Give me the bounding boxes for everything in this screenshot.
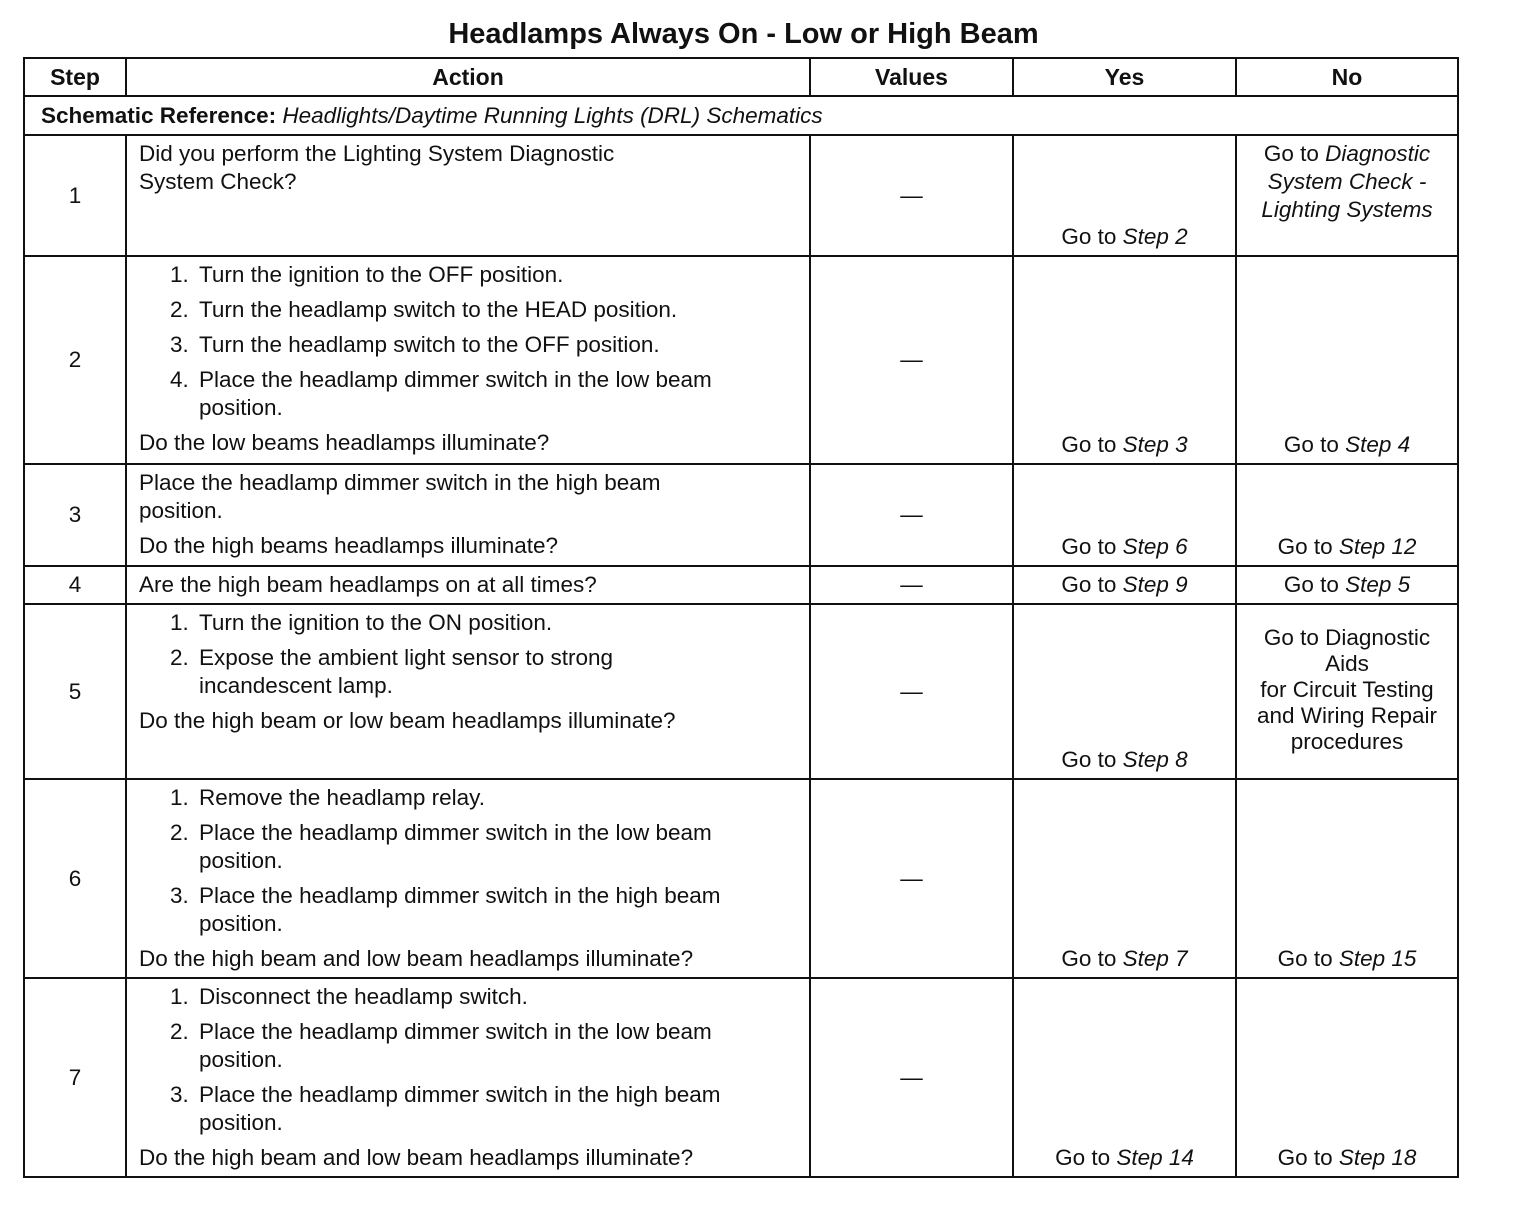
yes-prefix: Go to — [1061, 534, 1123, 559]
action-cell — [126, 978, 810, 1177]
action-text: Place the headlamp dimmer switch in the high beam position. — [139, 470, 661, 523]
action-text: Are the high beam headlamps on at all times? — [139, 572, 597, 597]
column-header-yes: Yes — [1013, 58, 1236, 96]
yes-cell — [1013, 464, 1236, 566]
action-question: Do the high beam and low beam headlamps illuminate? — [139, 1145, 694, 1170]
values-cell: — — [810, 135, 1013, 256]
action-question: Do the high beams headlamps illuminate? — [139, 533, 558, 558]
no-cell — [1236, 978, 1458, 1177]
action-text: Did you perform the Lighting System Diagnostic System Check? — [139, 141, 615, 194]
step-number: 6 — [24, 779, 126, 978]
no-cell — [1236, 604, 1458, 779]
no-line[interactable]: Go to Diagnostic — [1263, 624, 1431, 650]
action-step: 2. Place the headlamp dimmer switch in the low beam position. — [195, 1018, 799, 1074]
no-step-link[interactable]: Step 5 — [1345, 572, 1411, 597]
yes-step-link[interactable]: Step 3 — [1122, 432, 1188, 457]
values-cell: — — [810, 464, 1013, 566]
no-step-link[interactable]: Step 18 — [1338, 1145, 1417, 1170]
action-question: Do the high beam or low beam headlamps illuminate? — [139, 708, 676, 733]
values-cell: — — [810, 566, 1013, 604]
values-cell: — — [810, 978, 1013, 1177]
yes-prefix: Go to — [1055, 1145, 1117, 1170]
yes-cell — [1013, 604, 1236, 779]
action-step: 1. Turn the ignition to the OFF position. — [195, 261, 799, 289]
yes-cell — [1013, 779, 1236, 978]
no-cell — [1236, 256, 1458, 464]
no-cell — [1236, 779, 1458, 978]
yes-step-link[interactable]: Step 14 — [1116, 1145, 1194, 1170]
values-cell: — — [810, 604, 1013, 779]
action-steps — [139, 609, 799, 700]
yes-step-link[interactable]: Step 2 — [1122, 224, 1188, 249]
column-header-no: No — [1236, 58, 1458, 96]
values-cell: — — [810, 256, 1013, 464]
step-number: 7 — [24, 978, 126, 1177]
no-line[interactable]: and Wiring Repair — [1256, 702, 1438, 728]
action-cell — [126, 256, 810, 464]
action-step: 1. Disconnect the headlamp switch. — [195, 983, 799, 1011]
action-cell — [126, 779, 810, 978]
yes-cell — [1013, 566, 1236, 604]
action-steps — [139, 983, 799, 1137]
action-step: 2. Turn the headlamp switch to the HEAD position. — [195, 296, 799, 324]
yes-cell — [1013, 256, 1236, 464]
no-step-link[interactable]: Step 15 — [1338, 946, 1417, 971]
values-cell: — — [810, 779, 1013, 978]
table-row — [24, 256, 1458, 464]
column-header-values: Values — [810, 58, 1013, 96]
table-row — [24, 779, 1458, 978]
action-steps — [139, 784, 799, 938]
no-prefix: Go to — [1263, 141, 1326, 166]
action-question: Do the low beams headlamps illuminate? — [139, 430, 550, 455]
schematic-reference-row — [24, 96, 1458, 135]
action-step: 4. Place the headlamp dimmer switch in the low beam position. — [195, 366, 799, 422]
column-header-step: Step — [24, 58, 126, 96]
no-step-link[interactable]: Diagnostic System Check - Lighting Systems — [1261, 141, 1433, 222]
action-step: 2. Place the headlamp dimmer switch in the low beam position. — [195, 819, 799, 875]
table-row — [24, 978, 1458, 1177]
schematic-reference-link[interactable]: Headlights/Daytime Running Lights (DRL) Schematics — [282, 102, 823, 128]
column-header-action: Action — [126, 58, 810, 96]
no-step-link[interactable]: Step 4 — [1345, 432, 1411, 457]
no-step-link[interactable]: Step 12 — [1338, 534, 1417, 559]
yes-cell — [1013, 135, 1236, 256]
yes-prefix: Go to — [1061, 432, 1123, 457]
header-row — [24, 58, 1458, 96]
action-cell — [126, 135, 810, 256]
action-cell — [126, 566, 810, 604]
no-cell — [1236, 566, 1458, 604]
no-line[interactable]: procedures — [1290, 728, 1404, 754]
yes-cell — [1013, 978, 1236, 1177]
step-number: 2 — [24, 256, 126, 464]
yes-step-link[interactable]: Step 7 — [1122, 946, 1188, 971]
diagnostic-table — [23, 57, 1459, 1178]
no-prefix: Go to — [1283, 572, 1346, 597]
schematic-reference — [24, 96, 1458, 135]
action-question: Do the high beam and low beam headlamps illuminate? — [139, 946, 694, 971]
no-prefix: Go to — [1283, 432, 1346, 457]
table-row — [24, 566, 1458, 604]
page-title: Headlamps Always On - Low or High Beam — [448, 18, 1039, 50]
yes-step-link[interactable]: Step 6 — [1122, 534, 1188, 559]
no-prefix: Go to — [1277, 1145, 1339, 1170]
step-number: 5 — [24, 604, 126, 779]
action-cell — [126, 464, 810, 566]
table-row — [24, 464, 1458, 566]
step-number: 4 — [24, 566, 126, 604]
yes-step-link[interactable]: Step 8 — [1122, 747, 1188, 772]
no-prefix: Go to — [1277, 946, 1339, 971]
no-cell — [1236, 464, 1458, 566]
action-step: 2. Expose the ambient light sensor to strong incandescent lamp. — [195, 644, 799, 700]
step-number: 3 — [24, 464, 126, 566]
yes-prefix: Go to — [1061, 224, 1123, 249]
action-step: 3. Turn the headlamp switch to the OFF position. — [195, 331, 799, 359]
action-cell — [126, 604, 810, 779]
table-row — [24, 135, 1458, 256]
yes-step-link[interactable]: Step 9 — [1122, 572, 1188, 597]
yes-prefix: Go to — [1061, 572, 1123, 597]
yes-prefix: Go to — [1061, 946, 1123, 971]
action-step: 3. Place the headlamp dimmer switch in the high beam position. — [195, 1081, 799, 1137]
step-number: 1 — [24, 135, 126, 256]
yes-prefix: Go to — [1061, 747, 1123, 772]
no-line[interactable]: Aids — [1325, 650, 1369, 676]
action-steps — [139, 261, 799, 422]
table-row — [24, 604, 1458, 779]
action-step: 3. Place the headlamp dimmer switch in the high beam position. — [195, 882, 799, 938]
schematic-reference-label: Schematic Reference: — [41, 102, 277, 128]
action-step: 1. Remove the headlamp relay. — [195, 784, 799, 812]
action-step: 1. Turn the ignition to the ON position. — [195, 609, 799, 637]
no-line[interactable]: for Circuit Testing — [1260, 676, 1434, 702]
no-cell — [1236, 135, 1458, 256]
no-prefix: Go to — [1277, 534, 1339, 559]
